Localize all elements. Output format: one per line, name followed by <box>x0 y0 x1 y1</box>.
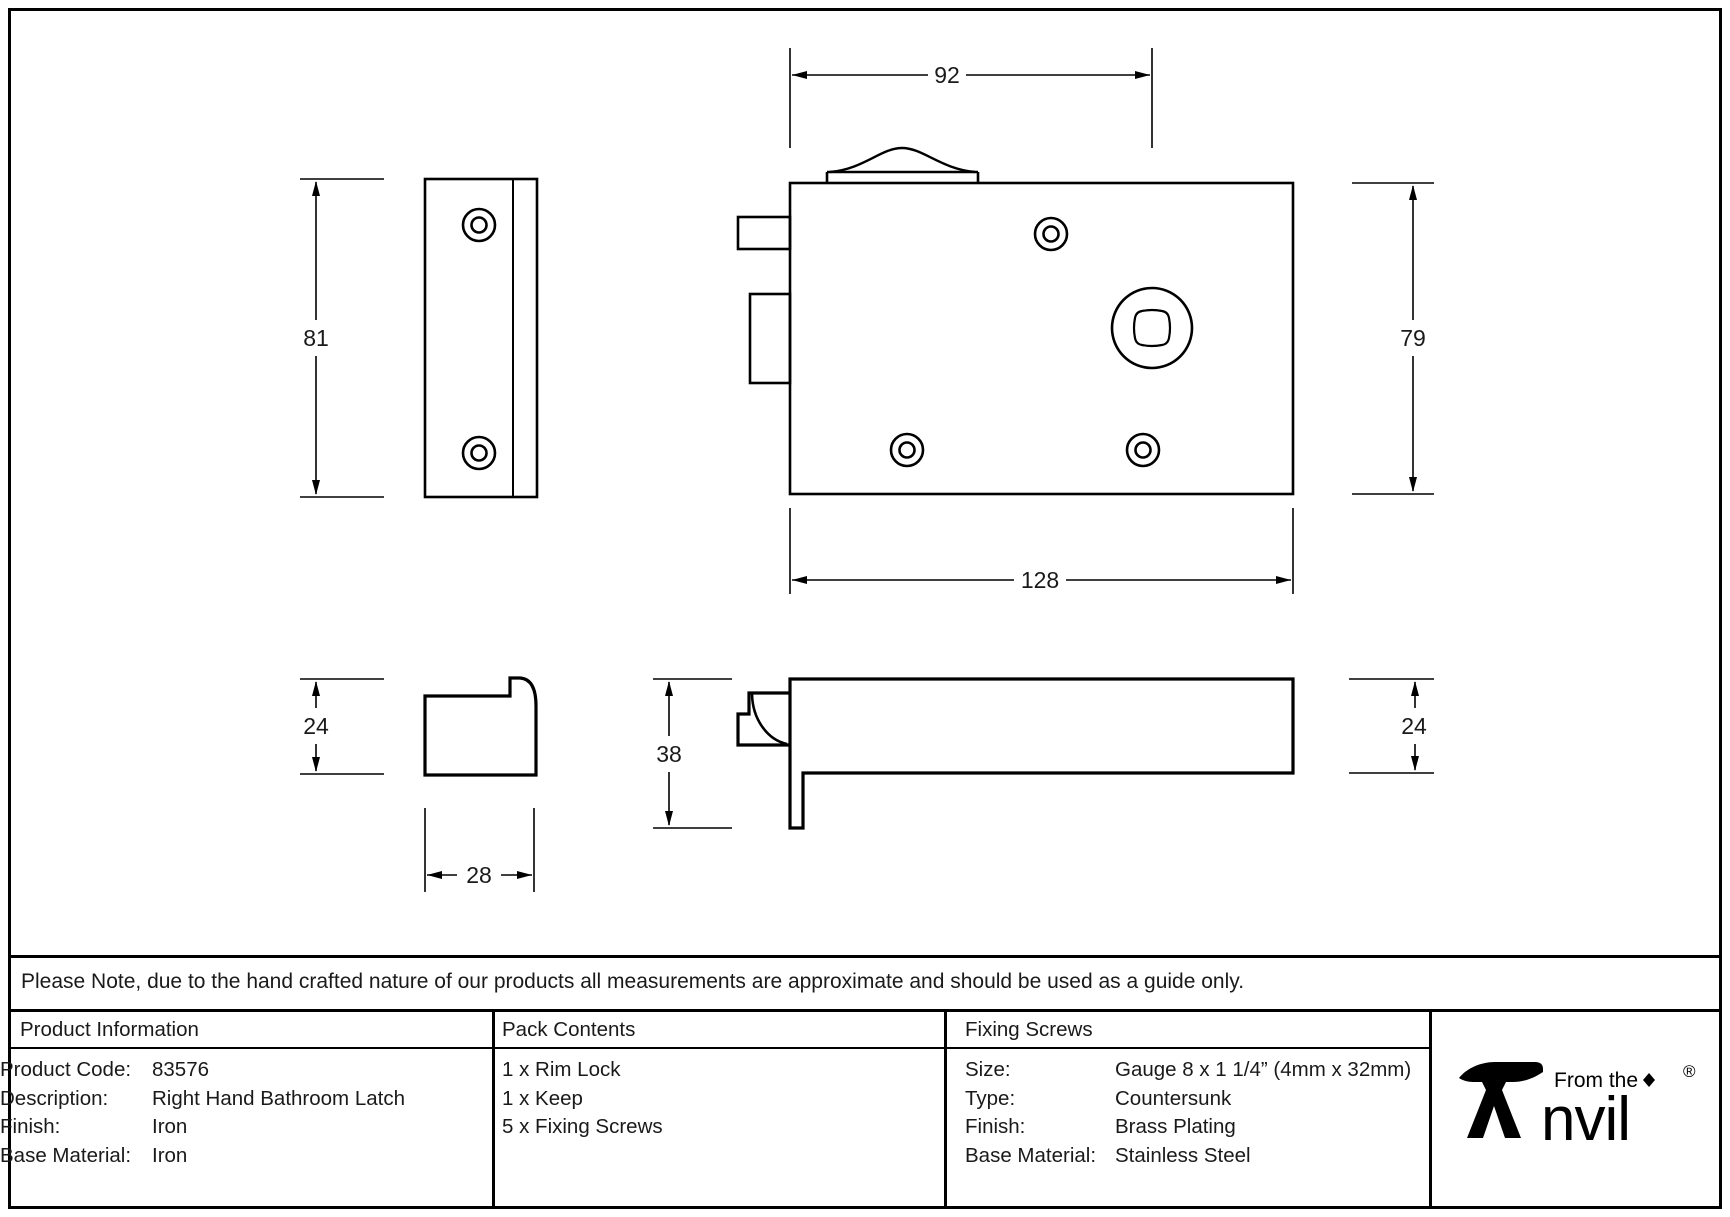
header-product-information: Product Information <box>20 1018 199 1041</box>
field-value: Gauge 8 x 1 1/4” (4mm x 32mm) <box>1115 1058 1412 1081</box>
table-top-border <box>8 1009 1722 1012</box>
field-label: Product Code: <box>0 1058 132 1081</box>
dim-label-28: 28 <box>466 862 492 888</box>
dim-label-81: 81 <box>303 325 329 351</box>
table-row <box>0 1056 405 1085</box>
field-label: Size: <box>965 1058 1011 1081</box>
list-item: 1 x Keep <box>502 1086 583 1110</box>
from-the-anvil-logo <box>1445 1050 1725 1150</box>
page-border <box>8 8 1722 1209</box>
dim-label-24-keep: 24 <box>303 713 329 739</box>
list-item: 5 x Fixing Screws <box>502 1115 663 1138</box>
table-row <box>0 1113 405 1142</box>
anvil-icon <box>1459 1062 1543 1138</box>
table-divider-2 <box>944 1009 947 1206</box>
field-value: Stainless Steel <box>1115 1143 1251 1167</box>
dim-label-128: 128 <box>1020 567 1060 593</box>
table-row <box>0 1085 405 1114</box>
field-label: Description: <box>0 1086 109 1110</box>
table-row <box>0 1142 405 1171</box>
table-header-border <box>11 1047 1430 1049</box>
logo-prefix: From the <box>1554 1069 1639 1092</box>
pack-contents-cell <box>502 1056 663 1142</box>
dim-label-24-case: 24 <box>1401 713 1427 739</box>
table-row <box>965 1056 1411 1085</box>
table-divider-3 <box>1429 1009 1432 1206</box>
list-item: 1 x Rim Lock <box>502 1058 621 1081</box>
field-label: Base Material: <box>0 1143 132 1167</box>
header-pack-contents: Pack Contents <box>502 1018 636 1041</box>
field-label: Base Material: <box>965 1143 1097 1167</box>
field-value: 83576 <box>152 1058 210 1081</box>
product-information-cell <box>0 1056 405 1170</box>
table-divider-1 <box>492 1009 495 1206</box>
field-label: Type: <box>965 1086 1016 1110</box>
dim-label-92: 92 <box>934 62 960 88</box>
table-row <box>965 1085 1411 1114</box>
diamond-icon <box>1643 1073 1655 1087</box>
note-bar <box>11 955 1719 1009</box>
registered-mark: ® <box>1683 1062 1696 1081</box>
table-row <box>965 1113 1411 1142</box>
field-value: Countersunk <box>1115 1086 1232 1110</box>
fixing-screws-cell <box>965 1056 1411 1170</box>
field-label: Finish: <box>965 1115 1026 1138</box>
note-text: Please Note, due to the hand crafted nature of our products all measurements are approximate and should be used as a guide only. <box>21 970 1245 993</box>
field-value: Right Hand Bathroom Latch <box>152 1086 405 1110</box>
field-value: Iron <box>152 1115 188 1138</box>
logo-name: nvil <box>1541 1085 1631 1150</box>
field-value: Brass Plating <box>1115 1115 1236 1138</box>
dim-label-79: 79 <box>1400 325 1426 351</box>
dim-label-38: 38 <box>656 741 682 767</box>
header-fixing-screws: Fixing Screws <box>965 1018 1093 1041</box>
field-value: Iron <box>152 1143 188 1167</box>
field-label: Finish: <box>0 1115 61 1138</box>
table-row <box>965 1142 1411 1171</box>
